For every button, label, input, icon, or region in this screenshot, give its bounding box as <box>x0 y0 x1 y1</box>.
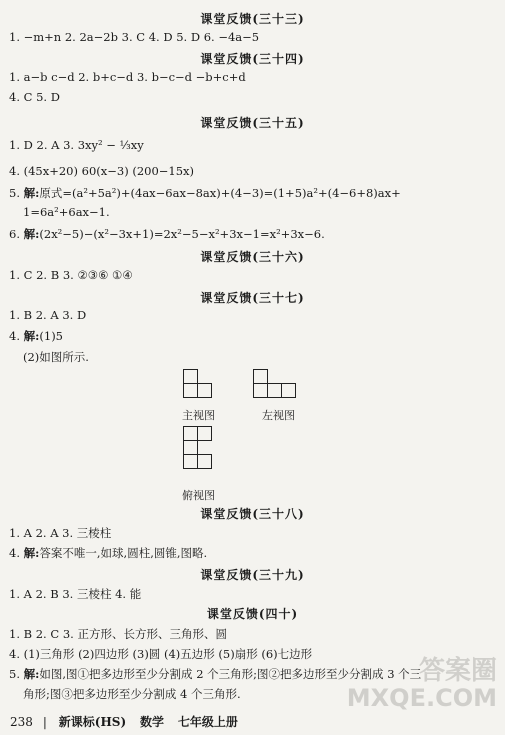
answer-line: 1. B 2. A 3. D <box>9 308 87 322</box>
section-title-38: 课堂反馈(三十八) <box>200 507 305 521</box>
question-number: 4. <box>9 546 20 560</box>
left-view-caption: 左视图 <box>262 409 295 422</box>
grid-cell <box>253 383 268 398</box>
answer-line: 1=6a²+6ax−1. <box>23 205 110 219</box>
page-number: 238 <box>10 715 33 729</box>
section-title-36: 课堂反馈(三十六) <box>200 250 305 264</box>
jie-label: 解: <box>23 546 40 560</box>
answer-line: 4. C 5. D <box>9 90 60 104</box>
grid-cell <box>281 383 296 398</box>
solution-text: (2x²−5)−(x²−3x+1)=2x²−5−x²+3x−1=x²+3x−6. <box>39 227 325 241</box>
section-title-33: 课堂反馈(三十三) <box>200 12 305 26</box>
answer-line <box>9 666 421 682</box>
question-number: 5. <box>9 186 20 200</box>
grid-cell <box>183 426 198 441</box>
left-view-figure <box>253 369 313 409</box>
answer-line <box>9 185 401 201</box>
section-title-35: 课堂反馈(三十五) <box>200 116 305 130</box>
footer-divider: | <box>42 715 47 729</box>
solution-text: 如图,图①把多边形至少分割成 2 个三角形;图②把多边形至少分割成 3 个三 <box>39 667 422 681</box>
question-number: 5. <box>9 667 20 681</box>
answer-line: 4. (45x+20) 60(x−3) (200−15x) <box>9 164 195 178</box>
footer-subject: 数学 <box>139 715 164 729</box>
answer-line <box>9 226 325 242</box>
question-number: 6. <box>9 227 20 241</box>
section-title-37: 课堂反馈(三十七) <box>200 291 305 305</box>
answer-line: 1. B 2. C 3. 正方形、长方形、三角形、圆 <box>9 627 227 641</box>
footer-series: 新课标(HS) <box>58 715 127 729</box>
answer-line <box>9 328 63 344</box>
answer-line: 1. A 2. A 3. 三棱柱 <box>9 526 112 540</box>
answer-line: (2)如图所示. <box>23 350 89 364</box>
grid-cell <box>183 369 198 384</box>
grid-cell <box>197 454 212 469</box>
main-view-figure <box>183 369 223 409</box>
grid-cell <box>183 383 198 398</box>
grid-cell <box>197 426 212 441</box>
section-title-34: 课堂反馈(三十四) <box>200 52 305 66</box>
answer-line: 1. A 2. B 3. 三棱柱 4. 能 <box>9 587 142 601</box>
jie-label: 解: <box>23 667 40 681</box>
answer-line: 1. D 2. A 3. 3xy² − ⅓xy <box>9 138 144 152</box>
watermark-line1: 答案圈 <box>418 656 497 686</box>
grid-cell <box>183 454 198 469</box>
answer-line: 1. a−b c−d 2. b+c−d 3. b−c−d −b+c+d <box>9 70 246 84</box>
grid-cell <box>253 369 268 384</box>
footer-grade: 七年级上册 <box>177 715 238 729</box>
jie-label: 解: <box>23 186 40 200</box>
grid-cell <box>197 383 212 398</box>
answer-line: 1. C 2. B 3. ②③⑥ ①④ <box>9 268 133 282</box>
top-view-figure <box>183 426 223 486</box>
grid-cell <box>183 440 198 455</box>
jie-label: 解: <box>23 329 40 343</box>
main-view-caption: 主视图 <box>182 409 215 422</box>
solution-text: 答案不唯一,如球,圆柱,圆锥,图略. <box>39 546 208 560</box>
watermark-line2: MXQE.COM <box>346 684 497 712</box>
answer-line: 4. (1)三角形 (2)四边形 (3)圆 (4)五边形 (5)扇形 (6)七边形 <box>9 647 313 661</box>
answer-line: 1. −m+n 2. 2a−2b 3. C 4. D 5. D 6. −4a−5 <box>9 30 260 44</box>
section-title-39: 课堂反馈(三十九) <box>200 568 305 582</box>
solution-text: (1)5 <box>39 329 63 343</box>
top-view-caption: 俯视图 <box>182 489 215 502</box>
answer-line <box>9 545 207 561</box>
question-number: 4. <box>9 329 20 343</box>
answer-line: 角形;图③把多边形至少分割成 4 个三角形. <box>23 687 241 701</box>
page-footer <box>10 713 248 730</box>
jie-label: 解: <box>23 227 40 241</box>
solution-text: 原式=(a²+5a²)+(4ax−6ax−8ax)+(4−3)=(1+5)a²+(4−6+8)ax+ <box>39 186 401 200</box>
grid-cell <box>267 383 282 398</box>
section-title-40: 课堂反馈(四十) <box>206 607 299 621</box>
